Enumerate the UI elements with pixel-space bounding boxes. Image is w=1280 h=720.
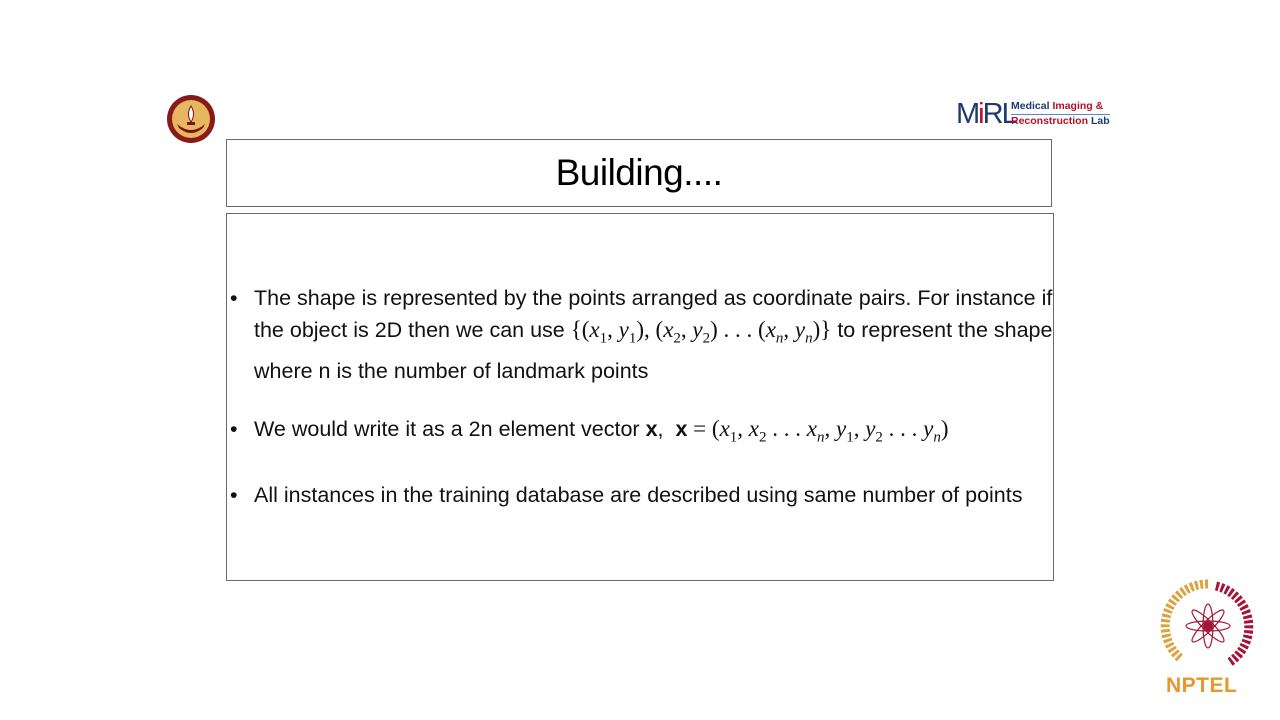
nptel-label: NPTEL (1166, 674, 1238, 697)
vector-formula: = ($x_1$, $x_2$ . . . $x_n$, $y_1$, $y_2$ . . . $y_n$) (687, 415, 949, 446)
slide-title: Building.... (555, 152, 723, 193)
mirl-abbreviation: MiRL (956, 98, 1016, 130)
slide-title-box (226, 139, 1052, 207)
slide-content-box (226, 213, 1054, 581)
bullet-item: • The shape is represented by the points arranged as coordinate pairs. For instance if the object is 2D then we can use {($x_1$, $y_1$), ($x_2$, $y_2$) . . . ($x_n$, $y_n$)} to represent the shape where n is the number of landmark points (227, 282, 1053, 387)
bullet-item: • All instances in the training database are described using same number of points (227, 479, 1053, 511)
bullet-icon: • (230, 286, 238, 310)
mirl-lab-logo (956, 98, 1116, 130)
bullet-list (227, 282, 1053, 511)
bullet-icon: • (230, 483, 238, 508)
coordinate-set-formula: {($x_1$, $y_1$), ($x_2$, $y_2$) . . . ($x_n$, $y_n$)} (570, 317, 832, 347)
iit-madras-logo (165, 94, 217, 144)
bullet-item: • We would write it as a 2n element vector x, $x = (x_1$, $x_2$ . . . $x_n$, $y_1$, $y_2$ . . . $y_n$) (227, 413, 1053, 454)
mirl-lab-name: Medical Imaging & Reconstruction Lab (1011, 100, 1110, 127)
bullet-icon: • (230, 416, 238, 441)
